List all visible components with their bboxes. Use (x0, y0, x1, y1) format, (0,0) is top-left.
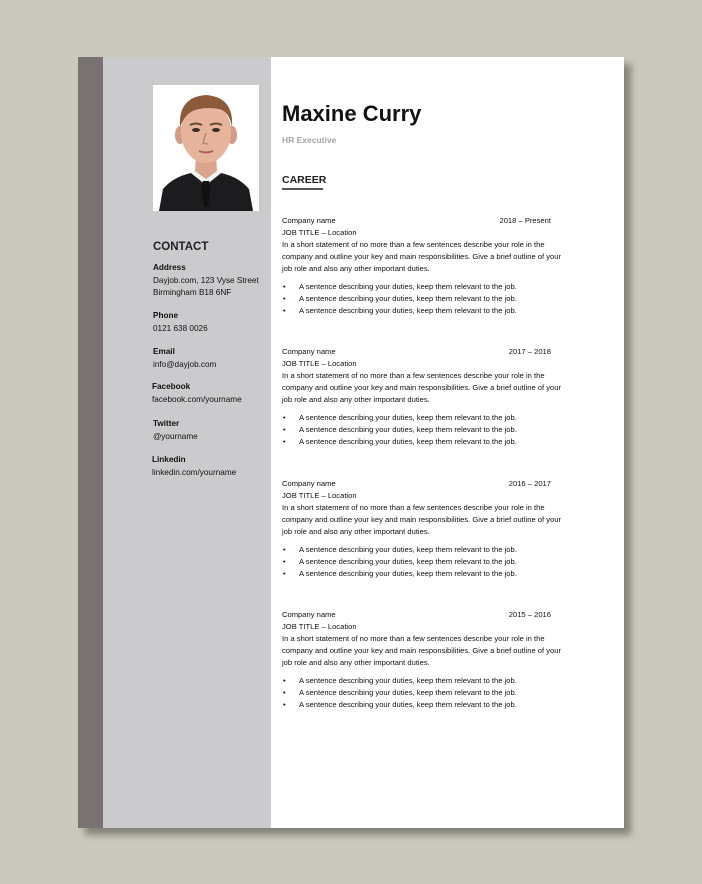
job-entry (282, 215, 572, 317)
job-description: In a short statement of no more than a few sentences describe your role in the company and outline your key and main responsibilities. Give a brief outline of your job role and also any other important duties. (282, 371, 562, 404)
bullet-icon: • (283, 676, 286, 685)
bullet-icon: • (283, 569, 286, 578)
job-duty-text: A sentence describing your duties, keep them relevant to the job. (299, 437, 517, 446)
bullet-icon: • (283, 545, 286, 554)
job-duties-list (282, 412, 572, 448)
sidebar (103, 57, 271, 828)
contact-facebook-value: facebook.com/yourname (152, 394, 242, 404)
job-duties-list (282, 675, 572, 711)
bullet-icon: • (283, 437, 286, 446)
job-duty-text: A sentence describing your duties, keep them relevant to the job. (299, 688, 517, 697)
job-entry (282, 346, 572, 448)
contact-twitter (153, 418, 198, 443)
job-duty-text: A sentence describing your duties, keep them relevant to the job. (299, 545, 517, 554)
bullet-icon: • (283, 425, 286, 434)
main-column (282, 57, 612, 828)
contact-email (153, 346, 216, 371)
bullet-icon: • (283, 306, 286, 315)
job-duty-item (282, 699, 572, 711)
career-heading-rule (282, 188, 323, 190)
contact-address-label: Address (153, 263, 186, 272)
job-duty-item (282, 293, 572, 305)
career-heading: CAREER (282, 174, 327, 186)
contact-email-label: Email (153, 347, 175, 356)
job-duty-item (282, 305, 572, 317)
job-company: Company name (282, 347, 336, 356)
job-dates: 2017 – 2018 (508, 347, 551, 356)
bullet-icon: • (283, 294, 286, 303)
candidate-name: Maxine Curry (282, 101, 422, 126)
job-duty-text: A sentence describing your duties, keep them relevant to the job. (299, 569, 517, 578)
job-dates: 2018 – Present (499, 216, 551, 225)
job-title: JOB TITLE – Location (282, 622, 357, 631)
job-duty-text: A sentence describing your duties, keep them relevant to the job. (299, 676, 517, 685)
contact-phone-value: 0121 638 0026 (153, 323, 208, 333)
contact-linkedin-value: linkedin.com/yourname (152, 467, 237, 477)
contact-twitter-label: Twitter (153, 419, 180, 428)
candidate-role: HR Executive (282, 135, 337, 145)
bullet-icon: • (283, 413, 286, 422)
job-company: Company name (282, 610, 336, 619)
job-duty-item (282, 281, 572, 293)
contact-facebook (152, 381, 242, 406)
bullet-icon: • (283, 557, 286, 566)
contact-facebook-label: Facebook (152, 382, 191, 391)
contact-twitter-value: @yourname (153, 431, 198, 441)
contact-address (153, 262, 259, 300)
job-description: In a short statement of no more than a few sentences describe your role in the company and outline your key and main responsibilities. Give a brief outline of your job role and also any other important duties. (282, 634, 562, 667)
profile-photo-image (153, 85, 259, 211)
job-duty-text: A sentence describing your duties, keep them relevant to the job. (299, 306, 517, 315)
bullet-icon: • (283, 688, 286, 697)
contact-address-line-2: Birmingham B18 6NF (153, 288, 232, 297)
job-duty-item (282, 556, 572, 568)
job-title: JOB TITLE – Location (282, 359, 357, 368)
job-duty-text: A sentence describing your duties, keep them relevant to the job. (299, 700, 517, 709)
job-duty-item (282, 436, 572, 448)
job-company: Company name (282, 216, 336, 225)
contact-linkedin (152, 454, 236, 479)
contact-phone (153, 310, 208, 335)
job-duty-item (282, 412, 572, 424)
left-accent-strip (78, 57, 103, 828)
job-duty-item (282, 675, 572, 687)
contact-address-line-1: Dayjob.com, 123 Vyse Street (153, 275, 259, 285)
contact-email-value: info@dayjob.com (153, 359, 217, 369)
job-duty-text: A sentence describing your duties, keep them relevant to the job. (299, 282, 517, 291)
job-duty-item (282, 544, 572, 556)
contact-linkedin-label: Linkedin (152, 455, 186, 464)
job-description: In a short statement of no more than a few sentences describe your role in the company and outline your key and main responsibilities. Give a brief outline of your job role and also any other important duties. (282, 503, 562, 536)
contact-phone-label: Phone (153, 311, 179, 320)
job-title: JOB TITLE – Location (282, 491, 357, 500)
job-duty-text: A sentence describing your duties, keep them relevant to the job. (299, 557, 517, 566)
job-duties-list (282, 544, 572, 580)
job-entry (282, 478, 572, 580)
job-dates: 2015 – 2016 (508, 610, 551, 619)
job-duty-text: A sentence describing your duties, keep them relevant to the job. (299, 425, 517, 434)
job-title: JOB TITLE – Location (282, 228, 357, 237)
job-entry (282, 609, 572, 711)
job-duty-text: A sentence describing your duties, keep them relevant to the job. (299, 294, 517, 303)
job-duty-item (282, 687, 572, 699)
job-company: Company name (282, 479, 336, 488)
resume-page (78, 57, 624, 828)
job-duties-list (282, 281, 572, 317)
job-duty-text: A sentence describing your duties, keep them relevant to the job. (299, 413, 517, 422)
contact-heading: CONTACT (153, 241, 209, 253)
job-duty-item (282, 424, 572, 436)
bullet-icon: • (283, 282, 286, 291)
job-description: In a short statement of no more than a few sentences describe your role in the company and outline your key and main responsibilities. Give a brief outline of your job role and also any other important duties. (282, 240, 562, 273)
profile-photo (153, 85, 259, 211)
job-duty-item (282, 568, 572, 580)
job-dates: 2016 – 2017 (508, 479, 551, 488)
bullet-icon: • (283, 700, 286, 709)
